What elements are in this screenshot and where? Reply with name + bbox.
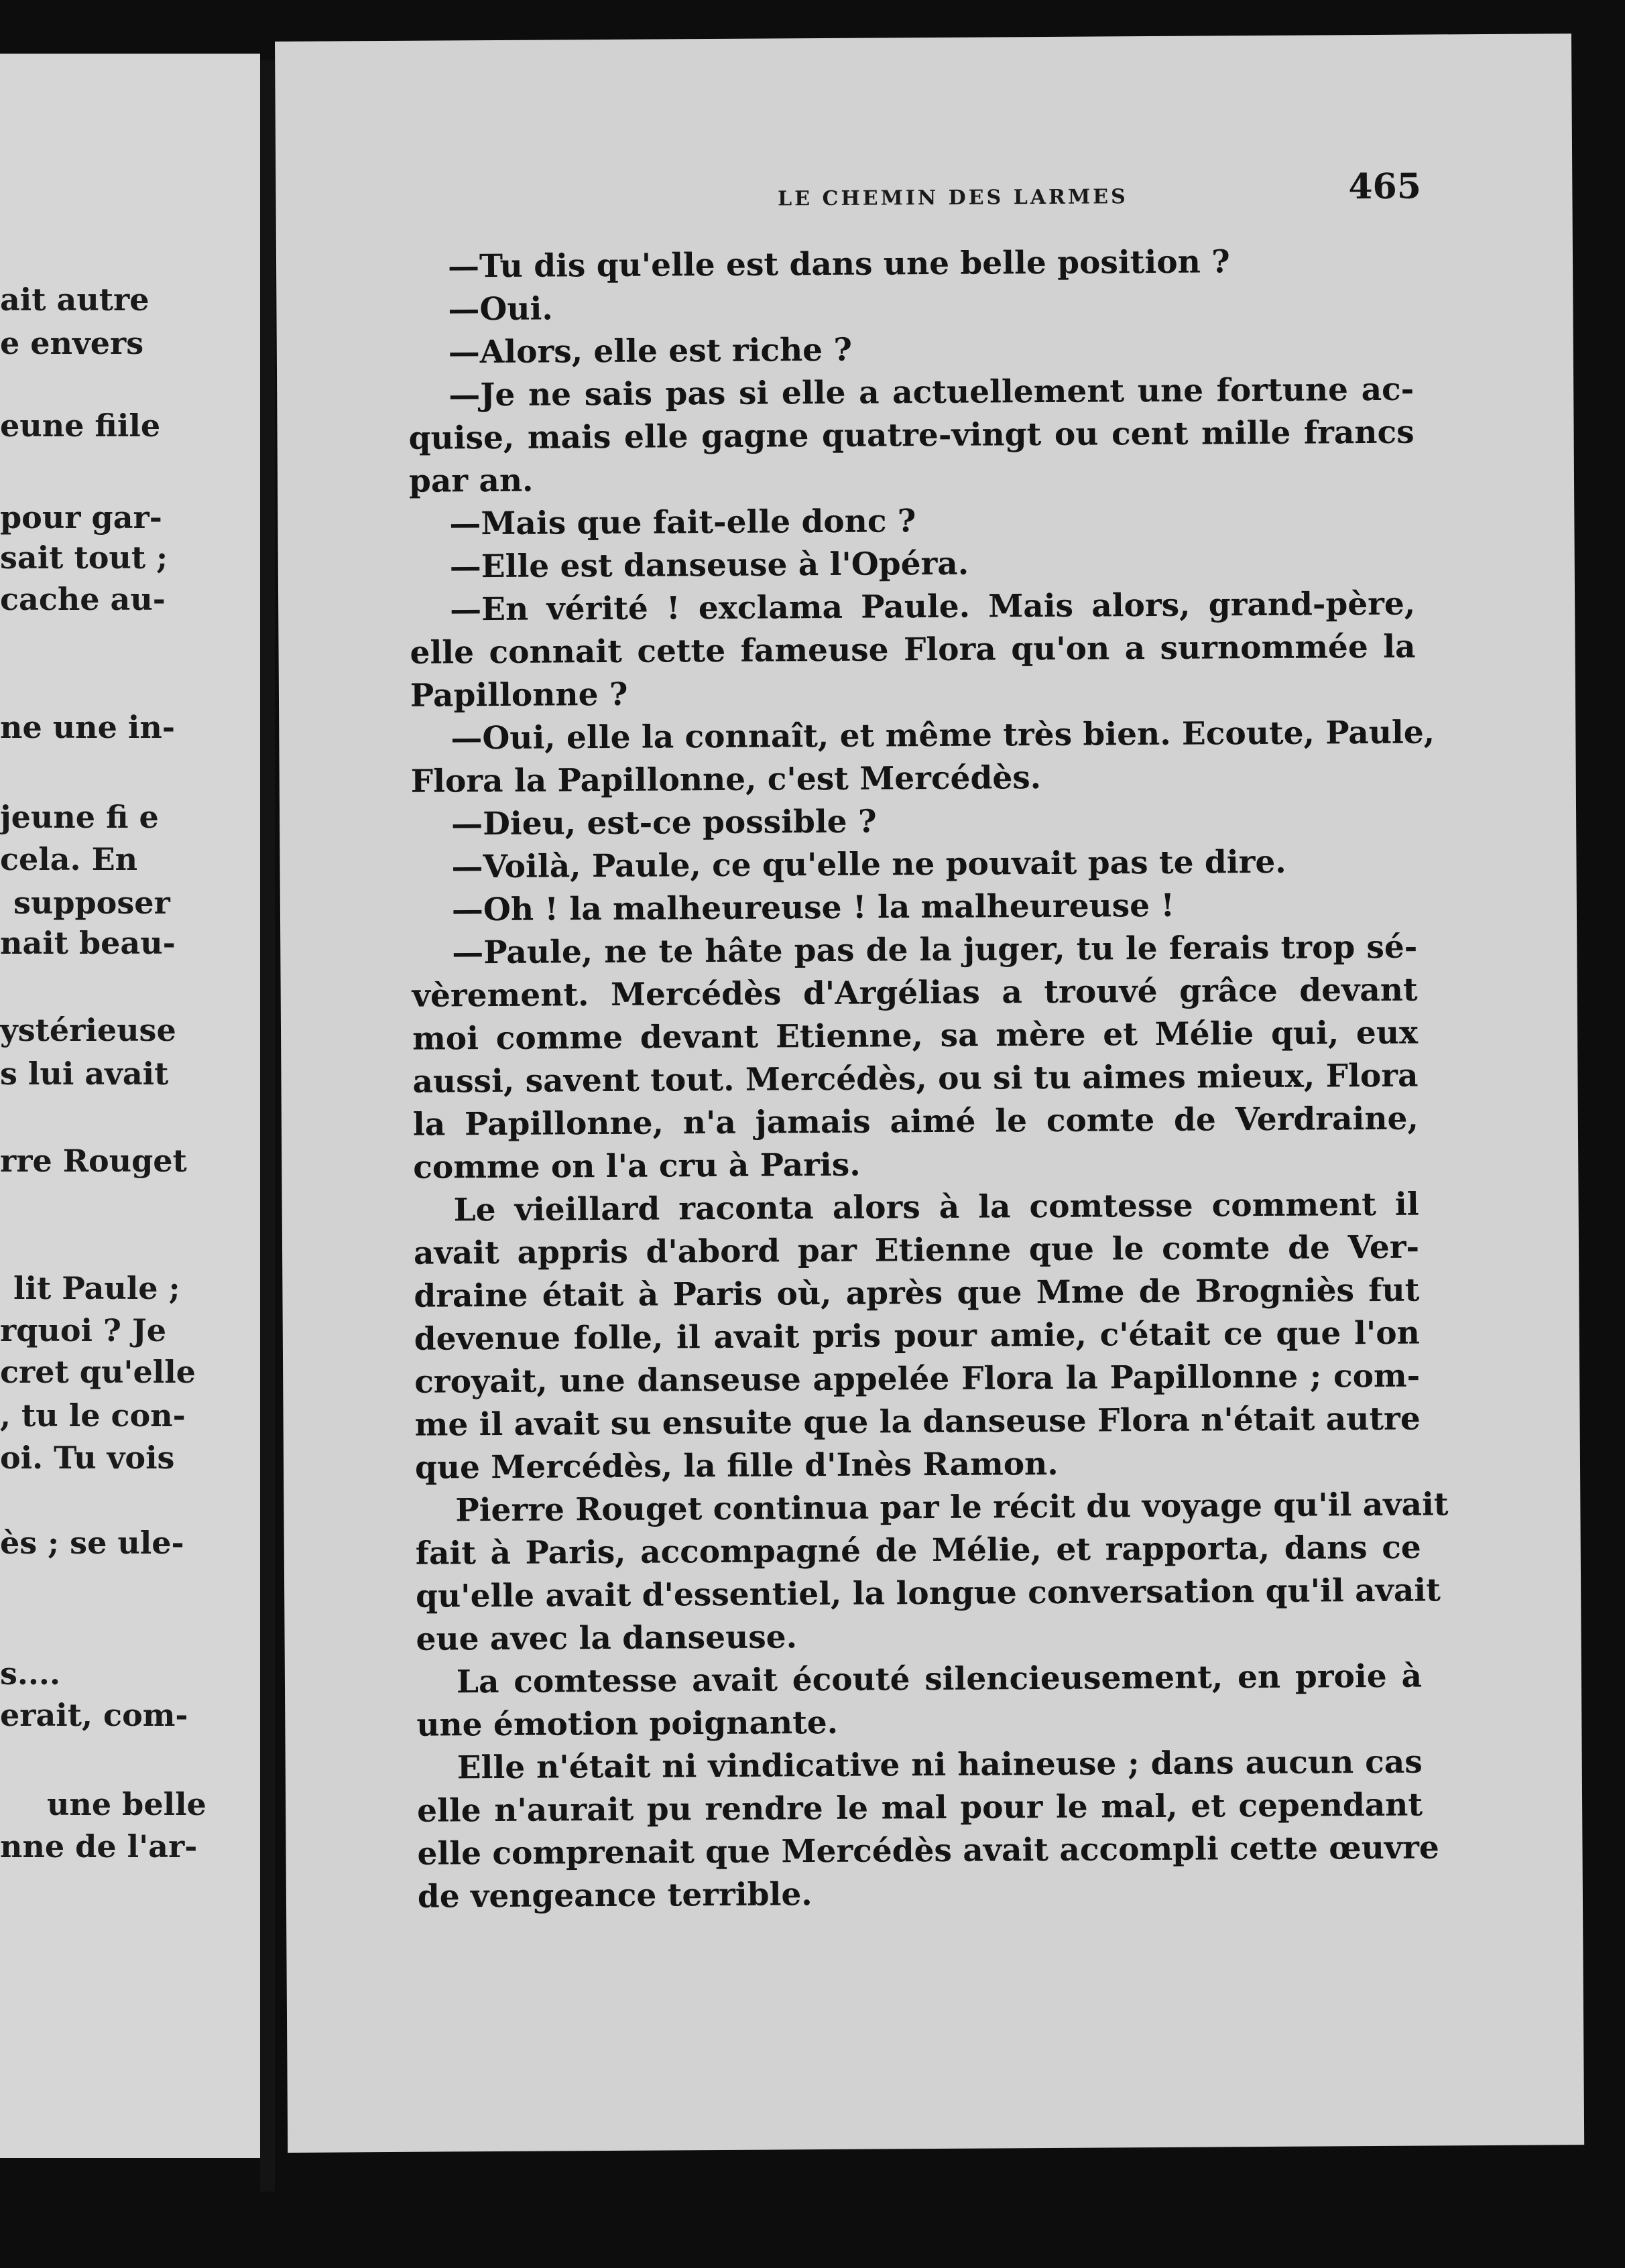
text-line: Elle n'était ni vindicative ni haineuse ; dans aucun cas [457, 1743, 1423, 1787]
text-line: La comtesse avait écouté silencieusement, en proie à [456, 1657, 1423, 1701]
text-line: —Oh ! la malheureuse ! la malheureuse ! [451, 887, 1175, 929]
text-line: eue avec la danseuse. [416, 1619, 798, 1658]
text-line: de vengeance terrible. [417, 1876, 812, 1915]
text-line: —Alors, elle est riche ? [448, 331, 853, 371]
left-text-line: ès ; se ule- [0, 1525, 184, 1561]
left-text-line: sait tout ; [0, 540, 168, 576]
text-line: —Dieu, est-ce possible ? [450, 803, 877, 843]
text-line: elle comprenait que Mercédès avait accompli cette œuvre [417, 1829, 1439, 1873]
text-line: —Mais que fait-elle donc ? [449, 503, 916, 543]
left-text-line: pour gar- [0, 499, 162, 536]
page-number: 465 [1348, 166, 1422, 208]
left-text-line: lit Paule ; [13, 1270, 180, 1306]
text-line: croyait, une danseuse appelée Flora la Papillonne ; com- [414, 1357, 1421, 1401]
left-text-line: ne une in- [0, 709, 175, 745]
text-line: avait appris d'abord par Etienne que le comte de Ver- [413, 1228, 1420, 1272]
running-head: LE CHEMIN DES LARMES [778, 185, 1128, 211]
left-text-line: ait autre [0, 281, 149, 318]
text-line: quise, mais elle gagne quatre-vingt ou cent mille francs [408, 414, 1415, 457]
left-text-line: cela. En [0, 841, 138, 877]
text-line: Papillonne ? [410, 676, 628, 714]
left-text-line: nne de l'ar- [0, 1828, 198, 1865]
left-text-line: eune fiile [0, 407, 161, 444]
left-text-line: s.... [0, 1655, 60, 1692]
left-text-line: une belle [47, 1786, 206, 1822]
text-line: qu'elle avait d'essentiel, la longue conversation qu'il avait [416, 1572, 1441, 1615]
right-page [275, 34, 1584, 2153]
text-line: moi comme devant Etienne, sa mère et Mélie qui, eux [412, 1014, 1419, 1058]
left-text-line: cache au- [0, 581, 166, 617]
text-line: que Mercédès, la fille d'Inès Ramon. [414, 1445, 1059, 1487]
text-line: —Oui. [448, 290, 553, 328]
text-line: vèrement. Mercédès d'Argélias a trouvé grâce devant [412, 971, 1418, 1015]
text-line: —Voilà, Paule, ce qu'elle ne pouvait pas te dire. [451, 843, 1286, 886]
left-text-line: rre Rouget [0, 1143, 187, 1179]
text-line: draine était à Paris où, après que Mme de Brogniès fut [414, 1271, 1420, 1315]
text-line: —Tu dis qu'elle est dans une belle position ? [447, 243, 1230, 286]
left-page-fragment [0, 54, 260, 2158]
text-line: elle n'aurait pu rendre le mal pour le mal, et cependant [416, 1786, 1423, 1830]
text-line: aussi, savent tout. Mercédès, ou si tu aimes mieux, Flora [412, 1057, 1419, 1100]
text-line: Pierre Rouget continua par le récit du voyage qu'il avait [455, 1486, 1449, 1529]
text-line: Flora la Papillonne, c'est Mercédès. [410, 759, 1042, 800]
text-line: —Paule, ne te hâte pas de la juger, tu le ferais trop sé- [452, 928, 1418, 972]
text-line: —Oui, elle la connaît, et même très bien. Ecoute, Paule, [450, 714, 1435, 757]
text-line: —En vérité ! exclama Paule. Mais alors, grand-père, [450, 585, 1416, 629]
left-text-line: oi. Tu vois [0, 1440, 175, 1476]
left-text-line: ystérieuse [0, 1012, 176, 1048]
text-line: —Elle est danseuse à l'Opéra. [449, 545, 969, 586]
text-line: comme on l'a cru à Paris. [413, 1146, 861, 1186]
text-line: une émotion poignante. [416, 1704, 839, 1744]
left-text-line: erait, com- [0, 1697, 188, 1733]
text-line: la Papillonne, n'a jamais aimé le comte de Verdraine, [412, 1100, 1419, 1143]
left-text-line: supposer [13, 885, 170, 921]
text-line: fait à Paris, accompagné de Mélie, et rapporta, dans ce [415, 1529, 1421, 1572]
text-line: —Je ne sais pas si elle a actuellement une fortune ac- [448, 371, 1415, 414]
left-text-line: nait beau- [0, 925, 176, 961]
text-line: Le vieillard raconta alors à la comtesse comment il [453, 1186, 1419, 1229]
left-text-line: , tu le con- [0, 1397, 186, 1434]
left-text-line: cret qu'elle [0, 1354, 196, 1390]
text-line: me il avait su ensuite que la danseuse Flora n'était autre [414, 1400, 1421, 1444]
page-gutter [260, 60, 275, 2192]
text-line: par an. [408, 462, 534, 500]
text-line: devenue folle, il avait pris pour amie, c'était ce que l'on [414, 1314, 1420, 1358]
left-text-line: s lui avait [0, 1056, 169, 1092]
text-line: elle connait cette fameuse Flora qu'on a surnommée la [410, 628, 1416, 672]
left-text-line: rquoi ? Je [0, 1312, 167, 1348]
left-text-line: e envers [0, 325, 144, 361]
left-text-line: jeune fi e [0, 799, 159, 835]
